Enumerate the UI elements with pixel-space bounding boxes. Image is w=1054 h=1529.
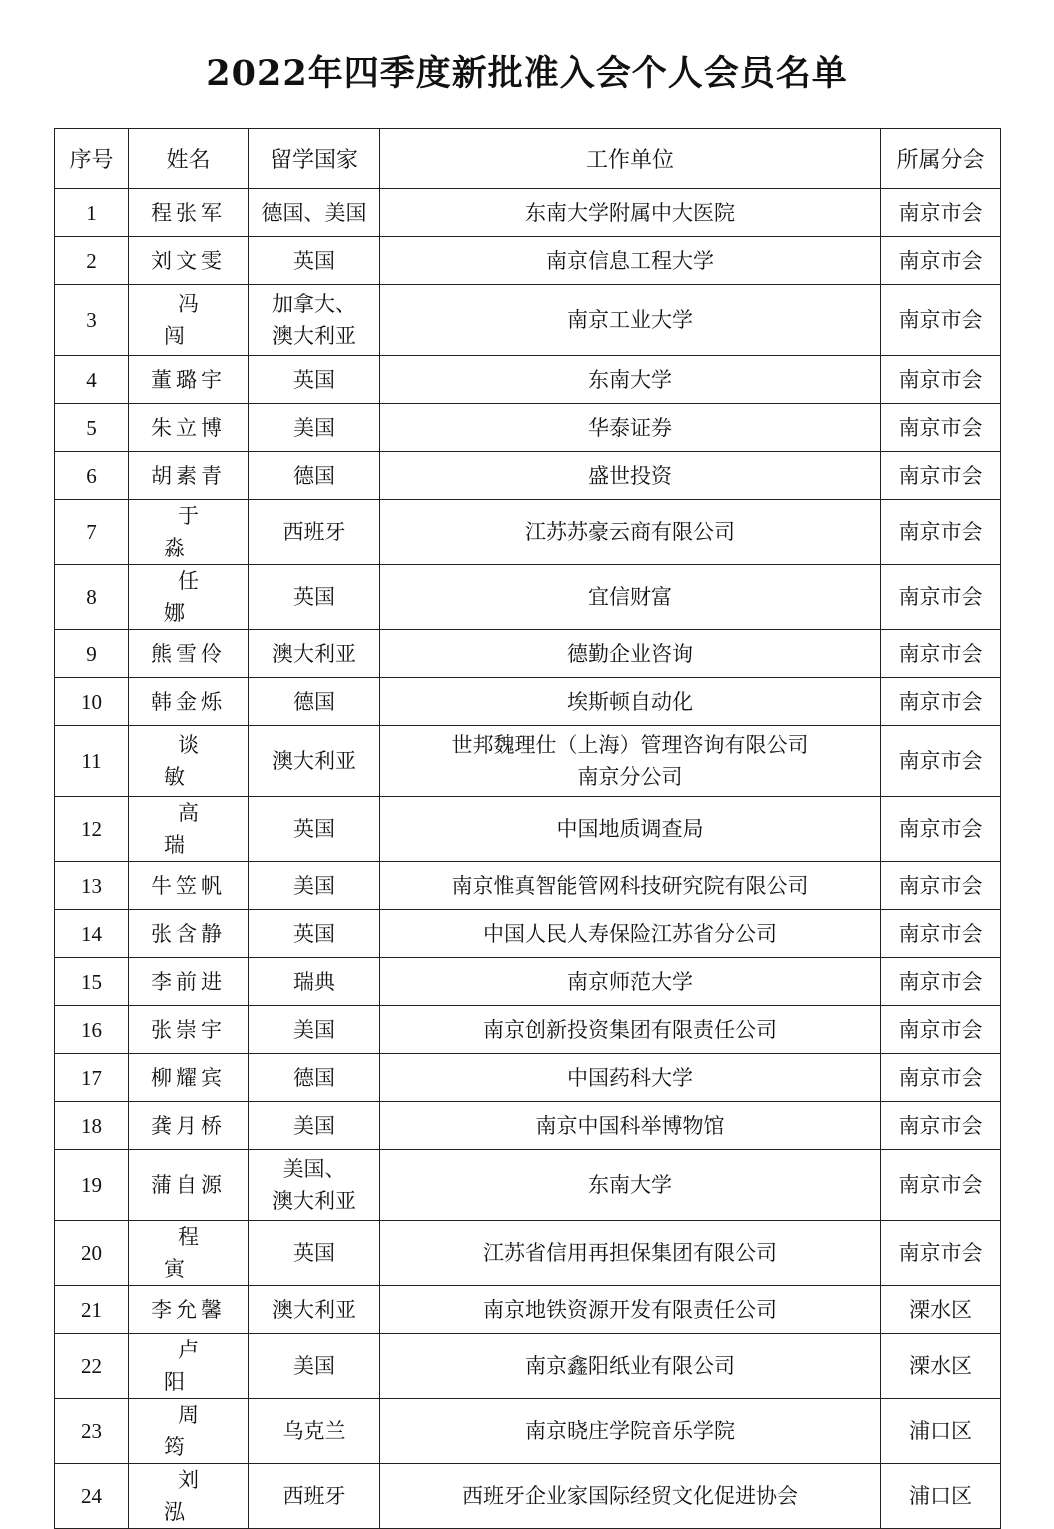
- cell-employer: [380, 726, 881, 797]
- cell-branch: 南京市会: [881, 630, 1001, 678]
- employer-line: 南京鑫阳纸业有限公司: [525, 1354, 735, 1378]
- cell-country: [249, 452, 380, 500]
- cell-employer: [380, 1464, 881, 1529]
- cell-seq: 14: [55, 910, 129, 958]
- cell-seq: 18: [55, 1102, 129, 1150]
- page-title: 2022年四季度新批准入会个人会员名单: [206, 53, 848, 94]
- cell-branch: 南京市会: [881, 285, 1001, 356]
- cell-country: [249, 958, 380, 1006]
- cell-branch: 南京市会: [881, 958, 1001, 1006]
- cell-branch: 浦口区: [881, 1464, 1001, 1529]
- employer-line: 埃斯顿自动化: [567, 689, 693, 714]
- cell-name: [129, 1286, 249, 1334]
- table-row: [55, 1102, 1001, 1150]
- table-row: [55, 1054, 1001, 1102]
- cell-seq: 22: [55, 1334, 129, 1399]
- header-country: 留学国家: [249, 129, 380, 189]
- cell-name: [129, 630, 249, 678]
- employer-line: 南京晓庄学院音乐学院: [525, 1419, 735, 1443]
- cell-name: [129, 797, 249, 862]
- employer-line: 德勤企业咨询: [567, 641, 693, 666]
- table-row: [55, 565, 1001, 630]
- member-name: 刘泓: [164, 1468, 227, 1524]
- cell-employer: [380, 1006, 881, 1054]
- table-row: [55, 1464, 1001, 1529]
- cell-country: [249, 285, 380, 356]
- cell-branch: 南京市会: [881, 1150, 1001, 1221]
- cell-employer: [380, 862, 881, 910]
- cell-seq: 4: [55, 356, 129, 404]
- cell-employer: [380, 500, 881, 565]
- member-name: 卢阳: [164, 1338, 227, 1394]
- employer-line: 东南大学: [588, 367, 672, 392]
- country-line: 英国: [293, 1241, 335, 1265]
- cell-country: [249, 630, 380, 678]
- cell-name: [129, 1054, 249, 1102]
- cell-seq: 2: [55, 237, 129, 285]
- member-name: 李前进: [151, 969, 226, 994]
- country-line: 美国: [293, 1354, 335, 1378]
- cell-seq: 11: [55, 726, 129, 797]
- cell-country: [249, 862, 380, 910]
- table-row: [55, 862, 1001, 910]
- table-row: [55, 452, 1001, 500]
- cell-branch: 南京市会: [881, 565, 1001, 630]
- cell-seq: 20: [55, 1221, 129, 1286]
- cell-employer: [380, 797, 881, 862]
- header-branch: 所属分会: [881, 129, 1001, 189]
- cell-employer: [380, 1054, 881, 1102]
- cell-country: [249, 726, 380, 797]
- employer-line: 中国药科大学: [567, 1065, 693, 1090]
- cell-name: [129, 1464, 249, 1529]
- cell-branch: 南京市会: [881, 452, 1001, 500]
- table-row: [55, 630, 1001, 678]
- cell-seq: 8: [55, 565, 129, 630]
- cell-name: [129, 404, 249, 452]
- cell-country: [249, 356, 380, 404]
- cell-employer: [380, 356, 881, 404]
- cell-seq: 13: [55, 862, 129, 910]
- cell-country: [249, 1464, 380, 1529]
- employer-line: 南京信息工程大学: [546, 248, 714, 273]
- cell-country: [249, 1150, 380, 1221]
- cell-country: [249, 404, 380, 452]
- cell-seq: 16: [55, 1006, 129, 1054]
- country-line: 澳大利亚: [272, 1189, 356, 1213]
- country-line: 乌克兰: [282, 1419, 346, 1443]
- table-row: [55, 1399, 1001, 1464]
- cell-name: [129, 565, 249, 630]
- cell-seq: 1: [55, 189, 129, 237]
- cell-name: [129, 910, 249, 958]
- cell-employer: [380, 1102, 881, 1150]
- cell-employer: [380, 910, 881, 958]
- employer-line: 南京中国科举博物馆: [535, 1113, 725, 1138]
- cell-country: [249, 565, 380, 630]
- cell-country: [249, 1102, 380, 1150]
- cell-employer: [380, 1399, 881, 1464]
- country-line: 美国: [293, 873, 335, 898]
- employer-line: 中国地质调查局: [556, 817, 704, 841]
- cell-branch: 南京市会: [881, 237, 1001, 285]
- member-name: 于淼: [164, 504, 227, 560]
- cell-country: [249, 189, 380, 237]
- member-name: 胡素青: [151, 463, 226, 488]
- table-row: [55, 1334, 1001, 1399]
- member-name: 龚月桥: [151, 1113, 226, 1138]
- cell-employer: [380, 1150, 881, 1221]
- cell-employer: [380, 404, 881, 452]
- table-row: [55, 958, 1001, 1006]
- member-name: 任娜: [164, 569, 227, 625]
- member-name: 李允馨: [151, 1297, 226, 1322]
- cell-seq: 3: [55, 285, 129, 356]
- country-line: 澳大利亚: [272, 641, 356, 666]
- cell-employer: [380, 630, 881, 678]
- member-name: 刘文雯: [151, 248, 226, 273]
- employer-line: 江苏苏豪云商有限公司: [525, 520, 735, 544]
- cell-branch: 南京市会: [881, 1006, 1001, 1054]
- cell-seq: 12: [55, 797, 129, 862]
- employer-line: 江苏省信用再担保集团有限公司: [483, 1241, 777, 1265]
- cell-branch: 南京市会: [881, 189, 1001, 237]
- cell-seq: 7: [55, 500, 129, 565]
- table-row: [55, 797, 1001, 862]
- table-row: [55, 237, 1001, 285]
- cell-branch: 溧水区: [881, 1334, 1001, 1399]
- employer-line: 东南大学附属中大医院: [525, 200, 735, 225]
- cell-employer: [380, 189, 881, 237]
- employer-line: 南京惟真智能管网科技研究院有限公司: [451, 873, 809, 898]
- cell-country: [249, 1286, 380, 1334]
- cell-seq: 23: [55, 1399, 129, 1464]
- member-name: 冯闯: [164, 292, 227, 348]
- employer-line: 中国人民人寿保险江苏省分公司: [483, 921, 777, 946]
- member-name: 谈敏: [164, 733, 227, 789]
- employer-line: 华泰证券: [588, 415, 672, 440]
- member-name: 蒲自源: [151, 1173, 226, 1197]
- member-name: 程张军: [151, 200, 226, 225]
- table-row: [55, 189, 1001, 237]
- cell-country: [249, 910, 380, 958]
- cell-name: [129, 862, 249, 910]
- cell-name: [129, 1221, 249, 1286]
- employer-line: 世邦魏理仕（上海）管理咨询有限公司: [451, 733, 809, 757]
- table-row: [55, 1150, 1001, 1221]
- cell-branch: 南京市会: [881, 678, 1001, 726]
- employer-line: 盛世投资: [588, 463, 672, 488]
- cell-country: [249, 678, 380, 726]
- employer-line: 宜信财富: [588, 585, 672, 609]
- member-name: 高瑞: [164, 801, 227, 857]
- cell-country: [249, 1054, 380, 1102]
- table-row: [55, 500, 1001, 565]
- member-name: 张崇宇: [151, 1017, 226, 1042]
- cell-country: [249, 1399, 380, 1464]
- table-row: [55, 1006, 1001, 1054]
- cell-name: [129, 726, 249, 797]
- table-row: [55, 1286, 1001, 1334]
- cell-seq: 5: [55, 404, 129, 452]
- country-line: 英国: [293, 585, 335, 609]
- member-name: 牛笠帆: [151, 873, 226, 898]
- cell-seq: 9: [55, 630, 129, 678]
- cell-employer: [380, 285, 881, 356]
- member-name: 董璐宇: [151, 367, 226, 392]
- member-name: 程寅: [164, 1225, 227, 1281]
- cell-name: [129, 678, 249, 726]
- country-line: 德国: [293, 689, 335, 714]
- cell-name: [129, 189, 249, 237]
- cell-employer: [380, 565, 881, 630]
- cell-branch: 南京市会: [881, 1221, 1001, 1286]
- cell-name: [129, 356, 249, 404]
- member-name: 柳耀宾: [151, 1065, 226, 1090]
- member-name: 韩金烁: [151, 689, 226, 714]
- table-row: [55, 356, 1001, 404]
- cell-country: [249, 1334, 380, 1399]
- cell-seq: 17: [55, 1054, 129, 1102]
- member-name: 周筠: [164, 1403, 227, 1459]
- cell-seq: 10: [55, 678, 129, 726]
- country-line: 英国: [293, 248, 335, 273]
- cell-employer: [380, 1221, 881, 1286]
- country-line: 澳大利亚: [272, 1297, 356, 1322]
- country-line: 美国、: [282, 1157, 346, 1181]
- cell-name: [129, 1006, 249, 1054]
- cell-seq: 19: [55, 1150, 129, 1221]
- cell-name: [129, 1334, 249, 1399]
- cell-name: [129, 1399, 249, 1464]
- header-employer: 工作单位: [380, 129, 881, 189]
- country-line: 西班牙: [282, 1484, 346, 1508]
- country-line: 美国: [293, 415, 335, 440]
- member-name: 朱立博: [151, 415, 226, 440]
- cell-name: [129, 285, 249, 356]
- cell-country: [249, 500, 380, 565]
- cell-country: [249, 1221, 380, 1286]
- country-line: 美国: [293, 1017, 335, 1042]
- country-line: 加拿大、: [272, 292, 356, 316]
- employer-line: 南京分公司: [577, 765, 683, 789]
- table-row: [55, 910, 1001, 958]
- cell-name: [129, 452, 249, 500]
- country-line: 美国: [293, 1113, 335, 1138]
- header-seq: 序号: [55, 129, 129, 189]
- cell-branch: 南京市会: [881, 1102, 1001, 1150]
- country-line: 德国、美国: [261, 200, 367, 225]
- member-table: [54, 128, 1001, 1529]
- table-row: [55, 404, 1001, 452]
- country-line: 英国: [293, 367, 335, 392]
- employer-line: 南京地铁资源开发有限责任公司: [483, 1297, 777, 1322]
- cell-branch: 南京市会: [881, 862, 1001, 910]
- cell-name: [129, 500, 249, 565]
- cell-employer: [380, 1286, 881, 1334]
- cell-branch: 南京市会: [881, 726, 1001, 797]
- cell-branch: 南京市会: [881, 910, 1001, 958]
- table-row: [55, 726, 1001, 797]
- country-line: 英国: [293, 921, 335, 946]
- country-line: 英国: [293, 817, 335, 841]
- cell-seq: 6: [55, 452, 129, 500]
- header-name: 姓名: [129, 129, 249, 189]
- cell-seq: 15: [55, 958, 129, 1006]
- cell-country: [249, 797, 380, 862]
- cell-employer: [380, 678, 881, 726]
- table-row: [55, 678, 1001, 726]
- country-line: 德国: [293, 463, 335, 488]
- cell-branch: 南京市会: [881, 500, 1001, 565]
- country-line: 德国: [293, 1065, 335, 1090]
- country-line: 瑞典: [293, 969, 335, 994]
- employer-line: 南京师范大学: [567, 969, 693, 994]
- cell-branch: 南京市会: [881, 356, 1001, 404]
- table-row: [55, 1221, 1001, 1286]
- cell-employer: [380, 1334, 881, 1399]
- table-header-row: [55, 129, 1001, 189]
- cell-seq: 24: [55, 1464, 129, 1529]
- cell-seq: 21: [55, 1286, 129, 1334]
- employer-line: 西班牙企业家国际经贸文化促进协会: [462, 1484, 798, 1508]
- cell-name: [129, 958, 249, 1006]
- country-line: 澳大利亚: [272, 749, 356, 773]
- country-line: 西班牙: [282, 520, 346, 544]
- member-name: 张含静: [151, 921, 226, 946]
- table-body: [55, 189, 1001, 1529]
- cell-branch: 南京市会: [881, 404, 1001, 452]
- cell-name: [129, 1150, 249, 1221]
- cell-employer: [380, 452, 881, 500]
- cell-branch: 溧水区: [881, 1286, 1001, 1334]
- table-row: [55, 285, 1001, 356]
- cell-employer: [380, 958, 881, 1006]
- cell-branch: 南京市会: [881, 797, 1001, 862]
- cell-name: [129, 1102, 249, 1150]
- cell-employer: [380, 237, 881, 285]
- cell-country: [249, 1006, 380, 1054]
- country-line: 澳大利亚: [272, 324, 356, 348]
- employer-line: 南京工业大学: [567, 308, 693, 332]
- cell-branch: 浦口区: [881, 1399, 1001, 1464]
- employer-line: 南京创新投资集团有限责任公司: [483, 1017, 777, 1042]
- cell-branch: 南京市会: [881, 1054, 1001, 1102]
- cell-name: [129, 237, 249, 285]
- employer-line: 东南大学: [588, 1173, 672, 1197]
- cell-country: [249, 237, 380, 285]
- member-name: 熊雪伶: [151, 641, 226, 666]
